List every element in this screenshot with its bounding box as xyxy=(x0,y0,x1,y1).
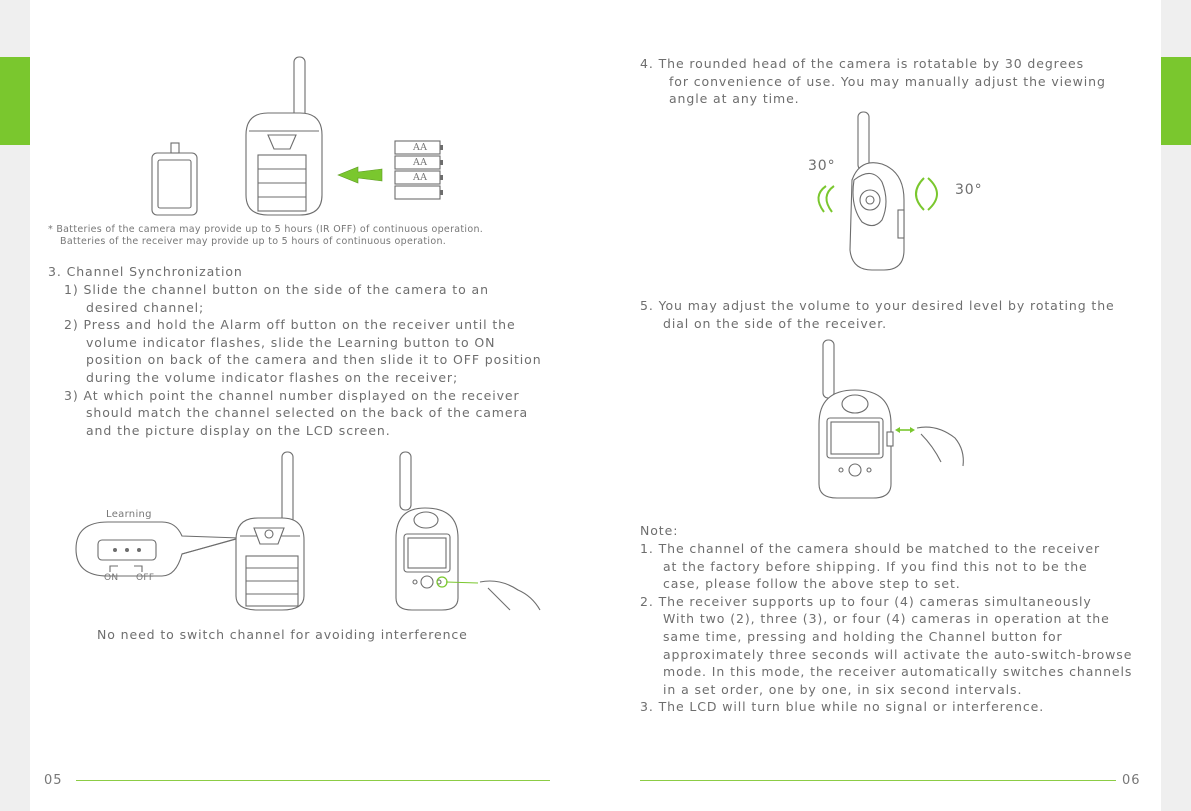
figure-caption: No need to switch channel for avoiding interference xyxy=(97,627,468,642)
note-2-line-6: in a set order, one by one, in six second intervals. xyxy=(663,681,1023,697)
item-4-line-3: angle at any time. xyxy=(669,91,800,107)
footer-rule-right xyxy=(640,780,1116,781)
off-label: OFF xyxy=(136,573,155,583)
left-green-tab xyxy=(0,57,30,145)
step-2-line-1: 2) Press and hold the Alarm off button on the receiver until the xyxy=(64,317,516,333)
note-2-line-1: 2. The receiver supports up to four (4) cameras simultaneously xyxy=(640,593,1092,609)
note-2-line-4: approximately three seconds will activate the auto-switch-browse xyxy=(663,646,1133,662)
note-2-line-2: With two (2), three (3), or four (4) cameras in operation at the xyxy=(663,611,1110,627)
rotatable-camera-illustration xyxy=(800,110,960,275)
note-3-line-1: 3. The LCD will turn blue while no signal or interference. xyxy=(640,699,1045,715)
battery-illustration xyxy=(150,55,450,220)
item-4-line-1: 4. The rounded head of the camera is rotatable by 30 degrees xyxy=(640,56,1085,71)
step-3-line-3: and the picture display on the LCD screen. xyxy=(86,422,391,438)
note-1-line-3: case, please follow the above step to set. xyxy=(663,576,961,592)
note-title: Note: xyxy=(640,523,679,538)
notes-list xyxy=(640,540,1146,716)
battery-note-line-1: * Batteries of the camera may provide up to 5 hours (IR OFF) of continuous operation. xyxy=(48,224,484,235)
angle-label-right: 30° xyxy=(955,182,983,198)
note-2-line-5: mode. In this mode, the receiver automatically switches channels xyxy=(663,664,1133,680)
battery-label-1: AA xyxy=(413,142,428,153)
item-4 xyxy=(640,55,1146,108)
note-1-line-1: 1. The channel of the camera should be matched to the receiver xyxy=(640,541,1100,556)
receiver-volume-illustration xyxy=(815,338,975,503)
note-1-line-2: at the factory before shipping. If you find this not to be the xyxy=(663,558,1088,574)
step-1-line-2: desired channel; xyxy=(86,299,205,315)
note-2-line-3: same time, pressing and holding the Channel button for xyxy=(663,628,1063,644)
page-number-right: 06 xyxy=(1122,773,1141,788)
step-3-line-1: 3) At which point the channel number displayed on the receiver xyxy=(64,387,520,403)
angle-label-left: 30° xyxy=(808,158,836,174)
item-5 xyxy=(640,297,1146,332)
step-2-line-2: volume indicator flashes, slide the Learning button to ON xyxy=(86,334,496,350)
battery-label-3: AA xyxy=(413,172,428,183)
learning-label: Learning xyxy=(106,509,152,520)
step-2-line-4: during the volume indicator flashes on the receiver; xyxy=(86,369,459,385)
step-2-line-3: position on back of the camera and then slide it to OFF position xyxy=(86,352,542,368)
sync-steps xyxy=(64,281,550,439)
battery-label-2: AA xyxy=(413,157,428,168)
page-number-left: 05 xyxy=(44,773,63,788)
on-label: ON xyxy=(104,573,119,583)
battery-note-line-2: Batteries of the receiver may provide up to 5 hours of continuous operation. xyxy=(60,236,447,247)
learning-switch-illustration xyxy=(70,450,550,620)
footer-rule-left xyxy=(76,780,550,781)
item-5-line-1: 5. You may adjust the volume to your desired level by rotating the xyxy=(640,298,1115,313)
item-5-line-2: dial on the side of the receiver. xyxy=(663,315,887,331)
step-3-line-2: should match the channel selected on the back of the camera xyxy=(86,405,529,421)
step-1-line-1: 1) Slide the channel button on the side of the camera to an xyxy=(64,282,489,297)
section-title: 3. Channel Synchronization xyxy=(48,264,243,279)
item-4-line-2: for convenience of use. You may manually adjust the viewing xyxy=(669,73,1106,89)
right-green-tab xyxy=(1161,57,1191,145)
